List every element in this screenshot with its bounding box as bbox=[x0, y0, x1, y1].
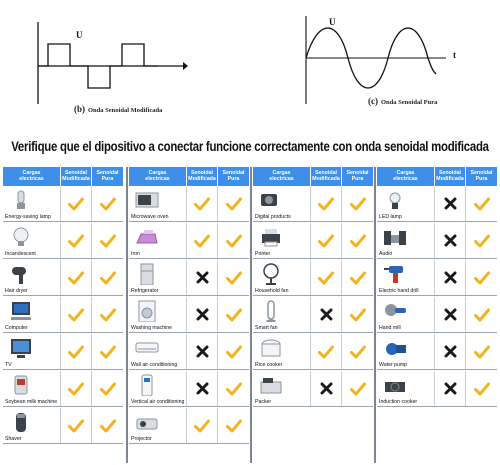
printer-icon bbox=[259, 226, 283, 248]
check-icon bbox=[474, 234, 490, 248]
modified-wave-cell bbox=[435, 223, 466, 258]
hair-dryer-icon bbox=[9, 263, 33, 285]
appliance-label: Audio bbox=[379, 251, 393, 257]
table-row bbox=[129, 297, 249, 333]
check-icon bbox=[68, 234, 84, 248]
header-senoidal-pura: Senoidal Pura bbox=[222, 169, 245, 182]
appliance-cell bbox=[377, 371, 435, 406]
appliance-label: Rice cooker bbox=[255, 362, 283, 368]
table-column-4 bbox=[377, 167, 497, 463]
pure-wave-cell bbox=[466, 297, 497, 332]
check-icon bbox=[226, 308, 242, 322]
appliance-cell bbox=[377, 334, 435, 369]
modified-wave-caption-text: Onda Senoidal Modificada bbox=[88, 107, 163, 114]
table-row bbox=[253, 186, 373, 222]
appliance-cell bbox=[3, 223, 61, 258]
modified-wave-cell bbox=[61, 371, 92, 406]
modified-wave-cell bbox=[187, 408, 218, 443]
check-icon bbox=[226, 345, 242, 359]
appliance-label: Soybean milk machine bbox=[5, 399, 58, 405]
check-icon bbox=[100, 271, 116, 285]
household-fan-icon bbox=[259, 263, 283, 285]
smart-fan-icon bbox=[259, 300, 283, 322]
cross-icon bbox=[196, 271, 209, 284]
appliance-cell bbox=[253, 260, 311, 295]
appliance-cell bbox=[253, 334, 311, 369]
appliance-label: Household fan bbox=[255, 288, 289, 294]
cross-icon bbox=[320, 382, 333, 395]
appliance-cell bbox=[253, 186, 311, 221]
check-icon bbox=[474, 345, 490, 359]
cross-icon bbox=[196, 345, 209, 358]
appliance-cell bbox=[3, 371, 61, 406]
led-lamp-icon bbox=[383, 189, 407, 211]
pure-wave-cell bbox=[218, 223, 249, 258]
appliance-label: Shaver bbox=[5, 436, 22, 442]
check-icon bbox=[318, 271, 334, 285]
pure-wave-cell bbox=[466, 260, 497, 295]
appliance-label: Hand mill bbox=[379, 325, 401, 331]
check-icon bbox=[100, 234, 116, 248]
appliance-label: TV bbox=[5, 362, 12, 368]
header-senoidal-pura: Senoidal Pura bbox=[346, 169, 369, 182]
table-row bbox=[253, 334, 373, 370]
appliance-cell bbox=[377, 260, 435, 295]
modified-wave-cell bbox=[435, 297, 466, 332]
pure-wave-cell bbox=[466, 223, 497, 258]
pure-wave-cell bbox=[342, 297, 373, 332]
appliance-cell bbox=[377, 186, 435, 221]
audio-system-icon bbox=[383, 226, 407, 248]
check-icon bbox=[194, 234, 210, 248]
appliance-label: Packer bbox=[255, 399, 272, 405]
induction-cooker-icon bbox=[383, 374, 407, 396]
cross-icon bbox=[444, 308, 457, 321]
modified-wave-cell bbox=[311, 223, 342, 258]
refrigerator-icon bbox=[135, 263, 159, 285]
energy-saving-lamp-icon bbox=[9, 189, 33, 211]
header-senoidal-pura: Senoidal Pura bbox=[96, 169, 119, 182]
table-row bbox=[377, 334, 497, 370]
modified-wave-cell bbox=[311, 334, 342, 369]
check-icon bbox=[350, 197, 366, 211]
appliance-cell bbox=[3, 186, 61, 221]
check-icon bbox=[474, 271, 490, 285]
modified-wave-cell bbox=[187, 371, 218, 406]
pure-wave-cell bbox=[466, 334, 497, 369]
check-icon bbox=[350, 345, 366, 359]
appliance-label: Digital products bbox=[255, 214, 291, 220]
table-column-3 bbox=[253, 167, 373, 463]
modified-wave-cell bbox=[311, 371, 342, 406]
table-row bbox=[3, 371, 123, 407]
table-row bbox=[253, 371, 373, 407]
modified-wave-cell bbox=[187, 186, 218, 221]
pure-wave-cell bbox=[92, 371, 123, 406]
modified-wave-letter: (b) bbox=[74, 104, 85, 114]
table-row bbox=[253, 260, 373, 296]
hand-mill-icon bbox=[383, 300, 407, 322]
check-icon bbox=[350, 382, 366, 396]
check-icon bbox=[100, 382, 116, 396]
column-header bbox=[3, 167, 123, 186]
vertical-air-conditioner-icon bbox=[135, 374, 159, 396]
appliance-cell bbox=[3, 297, 61, 332]
appliance-cell bbox=[129, 297, 187, 332]
modified-wave-cell bbox=[61, 223, 92, 258]
check-icon bbox=[194, 197, 210, 211]
appliance-cell bbox=[129, 223, 187, 258]
incandescent-bulb-icon bbox=[9, 226, 33, 248]
check-icon bbox=[194, 419, 210, 433]
table-row bbox=[253, 223, 373, 259]
appliance-cell bbox=[129, 186, 187, 221]
check-icon bbox=[474, 382, 490, 396]
appliance-label: Incandescent bbox=[5, 251, 36, 257]
appliance-cell bbox=[129, 371, 187, 406]
check-icon bbox=[68, 419, 84, 433]
header-cargas-electricas: Cargas electricas bbox=[253, 167, 311, 186]
column-header bbox=[253, 167, 373, 186]
pure-wave-caption bbox=[368, 96, 437, 106]
modified-wave-cell bbox=[187, 223, 218, 258]
check-icon bbox=[350, 234, 366, 248]
appliance-cell bbox=[253, 371, 311, 406]
appliance-label: Electric hand drill bbox=[379, 288, 419, 294]
pure-wave-cell bbox=[218, 186, 249, 221]
iron-icon bbox=[135, 226, 159, 248]
appliance-label: Washing machine bbox=[131, 325, 173, 331]
appliance-label: Microwave oven bbox=[131, 214, 169, 220]
right-axis-label: U bbox=[329, 17, 336, 27]
digital-camera-icon bbox=[259, 189, 283, 211]
modified-wave-cell bbox=[61, 334, 92, 369]
check-icon bbox=[68, 271, 84, 285]
cross-icon bbox=[196, 308, 209, 321]
table-row bbox=[129, 186, 249, 222]
check-icon bbox=[350, 271, 366, 285]
table-row bbox=[129, 223, 249, 259]
table-row bbox=[377, 297, 497, 333]
check-icon bbox=[100, 419, 116, 433]
appliance-label: Hair dryer bbox=[5, 288, 28, 294]
projector-icon bbox=[135, 411, 159, 433]
appliance-label: Vertical air conditioning bbox=[131, 399, 185, 405]
pure-wave-cell bbox=[466, 371, 497, 406]
table-row bbox=[129, 371, 249, 407]
table-row bbox=[377, 371, 497, 407]
pure-wave-cell bbox=[342, 371, 373, 406]
pure-wave-cell bbox=[92, 297, 123, 332]
modified-wave-cell bbox=[435, 371, 466, 406]
pure-wave-cell bbox=[92, 223, 123, 258]
appliance-label: Refrigerator bbox=[131, 288, 159, 294]
table-row bbox=[129, 334, 249, 370]
header-senoidal-modificada: Senoidal Modificada bbox=[311, 167, 342, 186]
appliance-label: Wall air conditioning bbox=[131, 362, 178, 368]
appliance-cell bbox=[253, 223, 311, 258]
modified-wave-cell bbox=[61, 186, 92, 221]
check-icon bbox=[68, 308, 84, 322]
check-icon bbox=[474, 308, 490, 322]
washing-machine-icon bbox=[135, 300, 159, 322]
water-pump-icon bbox=[383, 337, 407, 359]
packer-icon bbox=[259, 374, 283, 396]
table-column-2 bbox=[129, 167, 249, 463]
header-cargas-electricas: Cargas electricas bbox=[129, 167, 187, 186]
appliance-label: Induction cooker bbox=[379, 399, 418, 405]
appliance-label: LED lamp bbox=[379, 214, 402, 220]
cross-icon bbox=[444, 234, 457, 247]
modified-wave-cell bbox=[311, 186, 342, 221]
table-row bbox=[377, 223, 497, 259]
appliance-label: Iron bbox=[131, 251, 140, 257]
electric-drill-icon bbox=[383, 263, 407, 285]
appliance-label: Computer bbox=[5, 325, 28, 331]
modified-wave-cell bbox=[61, 297, 92, 332]
pure-wave-cell bbox=[92, 260, 123, 295]
pure-wave-cell bbox=[342, 223, 373, 258]
appliance-label: Water pump bbox=[379, 362, 408, 368]
modified-wave-cell bbox=[435, 260, 466, 295]
check-icon bbox=[100, 345, 116, 359]
cross-icon bbox=[444, 382, 457, 395]
pure-wave-cell bbox=[218, 371, 249, 406]
table-row bbox=[3, 334, 123, 370]
table-row bbox=[3, 297, 123, 333]
table-column-1 bbox=[3, 167, 123, 463]
column-divider bbox=[250, 167, 252, 463]
modified-wave-cell bbox=[61, 260, 92, 295]
appliance-cell bbox=[253, 297, 311, 332]
appliance-label: Smart fan bbox=[255, 325, 278, 331]
cross-icon bbox=[320, 308, 333, 321]
check-icon bbox=[318, 197, 334, 211]
table-row bbox=[129, 260, 249, 296]
modified-wave-cell bbox=[435, 334, 466, 369]
modified-wave-cell bbox=[187, 260, 218, 295]
pure-wave-cell bbox=[218, 297, 249, 332]
appliance-cell bbox=[3, 260, 61, 295]
header-senoidal-modificada: Senoidal Modificada bbox=[435, 167, 466, 186]
table-row bbox=[377, 260, 497, 296]
pure-wave-cell bbox=[92, 334, 123, 369]
cross-icon bbox=[444, 271, 457, 284]
appliance-cell bbox=[3, 334, 61, 369]
modified-wave-cell bbox=[311, 260, 342, 295]
check-icon bbox=[100, 308, 116, 322]
table-row bbox=[3, 186, 123, 222]
column-divider bbox=[126, 167, 128, 463]
check-icon bbox=[226, 419, 242, 433]
pure-wave-cell bbox=[92, 408, 123, 443]
modified-wave-cell bbox=[311, 297, 342, 332]
table-row bbox=[3, 223, 123, 259]
compatibility-headline: Verifique que el dipositivo a conectar funcione correctamente con onda senoidal modificada bbox=[11, 139, 489, 155]
appliance-label: Printer bbox=[255, 251, 271, 257]
header-senoidal-modificada: Senoidal Modificada bbox=[61, 167, 92, 186]
appliance-label: Energy-saving lamp bbox=[5, 214, 51, 220]
appliance-cell bbox=[129, 260, 187, 295]
check-icon bbox=[68, 345, 84, 359]
check-icon bbox=[68, 382, 84, 396]
pure-wave-cell bbox=[466, 186, 497, 221]
table-row bbox=[377, 186, 497, 222]
tv-icon bbox=[9, 337, 33, 359]
table-row bbox=[253, 297, 373, 333]
appliance-cell bbox=[377, 297, 435, 332]
header-cargas-electricas: Cargas electricas bbox=[3, 167, 61, 186]
modified-sine-wave-panel bbox=[28, 6, 188, 124]
microwave-oven-icon bbox=[135, 189, 159, 211]
left-axis-label: U bbox=[76, 30, 83, 40]
column-header bbox=[377, 167, 497, 186]
pure-sine-wave-panel bbox=[296, 10, 466, 120]
modified-wave-cell bbox=[187, 334, 218, 369]
compatibility-table bbox=[3, 167, 497, 463]
check-icon bbox=[318, 345, 334, 359]
check-icon bbox=[68, 197, 84, 211]
soybean-milk-machine-icon bbox=[9, 374, 33, 396]
pure-wave-letter: (c) bbox=[368, 96, 378, 106]
pure-wave-cell bbox=[218, 334, 249, 369]
pure-wave-cell bbox=[218, 408, 249, 443]
check-icon bbox=[226, 382, 242, 396]
check-icon bbox=[100, 197, 116, 211]
table-row bbox=[3, 260, 123, 296]
appliance-label: Projector bbox=[131, 436, 152, 442]
check-icon bbox=[350, 308, 366, 322]
shaver-icon bbox=[9, 411, 33, 433]
modified-wave-cell bbox=[187, 297, 218, 332]
check-icon bbox=[226, 271, 242, 285]
pure-wave-caption-text: Onda Senoidal Pura bbox=[381, 99, 438, 106]
appliance-cell bbox=[377, 223, 435, 258]
check-icon bbox=[226, 197, 242, 211]
pure-wave-cell bbox=[218, 260, 249, 295]
check-icon bbox=[474, 197, 490, 211]
cross-icon bbox=[196, 382, 209, 395]
modified-wave-caption bbox=[74, 104, 162, 114]
table-row bbox=[3, 408, 123, 444]
wall-air-conditioner-icon bbox=[135, 337, 159, 359]
cross-icon bbox=[444, 197, 457, 210]
pure-wave-cell bbox=[92, 186, 123, 221]
table-row bbox=[129, 408, 249, 444]
pure-wave-cell bbox=[342, 186, 373, 221]
column-divider bbox=[374, 167, 376, 463]
computer-icon bbox=[9, 300, 33, 322]
appliance-cell bbox=[3, 408, 61, 443]
header-senoidal-modificada: Senoidal Modificada bbox=[187, 167, 218, 186]
header-senoidal-pura: Senoidal Pura bbox=[470, 169, 493, 182]
appliance-cell bbox=[129, 334, 187, 369]
pure-wave-cell bbox=[342, 334, 373, 369]
check-icon bbox=[318, 234, 334, 248]
column-header bbox=[129, 167, 249, 186]
time-axis-label: t bbox=[453, 50, 456, 60]
appliance-cell bbox=[129, 408, 187, 443]
rice-cooker-icon bbox=[259, 337, 283, 359]
modified-wave-cell bbox=[61, 408, 92, 443]
cross-icon bbox=[444, 345, 457, 358]
header-cargas-electricas: Cargas electricas bbox=[377, 167, 435, 186]
pure-wave-cell bbox=[342, 260, 373, 295]
check-icon bbox=[226, 234, 242, 248]
modified-wave-cell bbox=[435, 186, 466, 221]
